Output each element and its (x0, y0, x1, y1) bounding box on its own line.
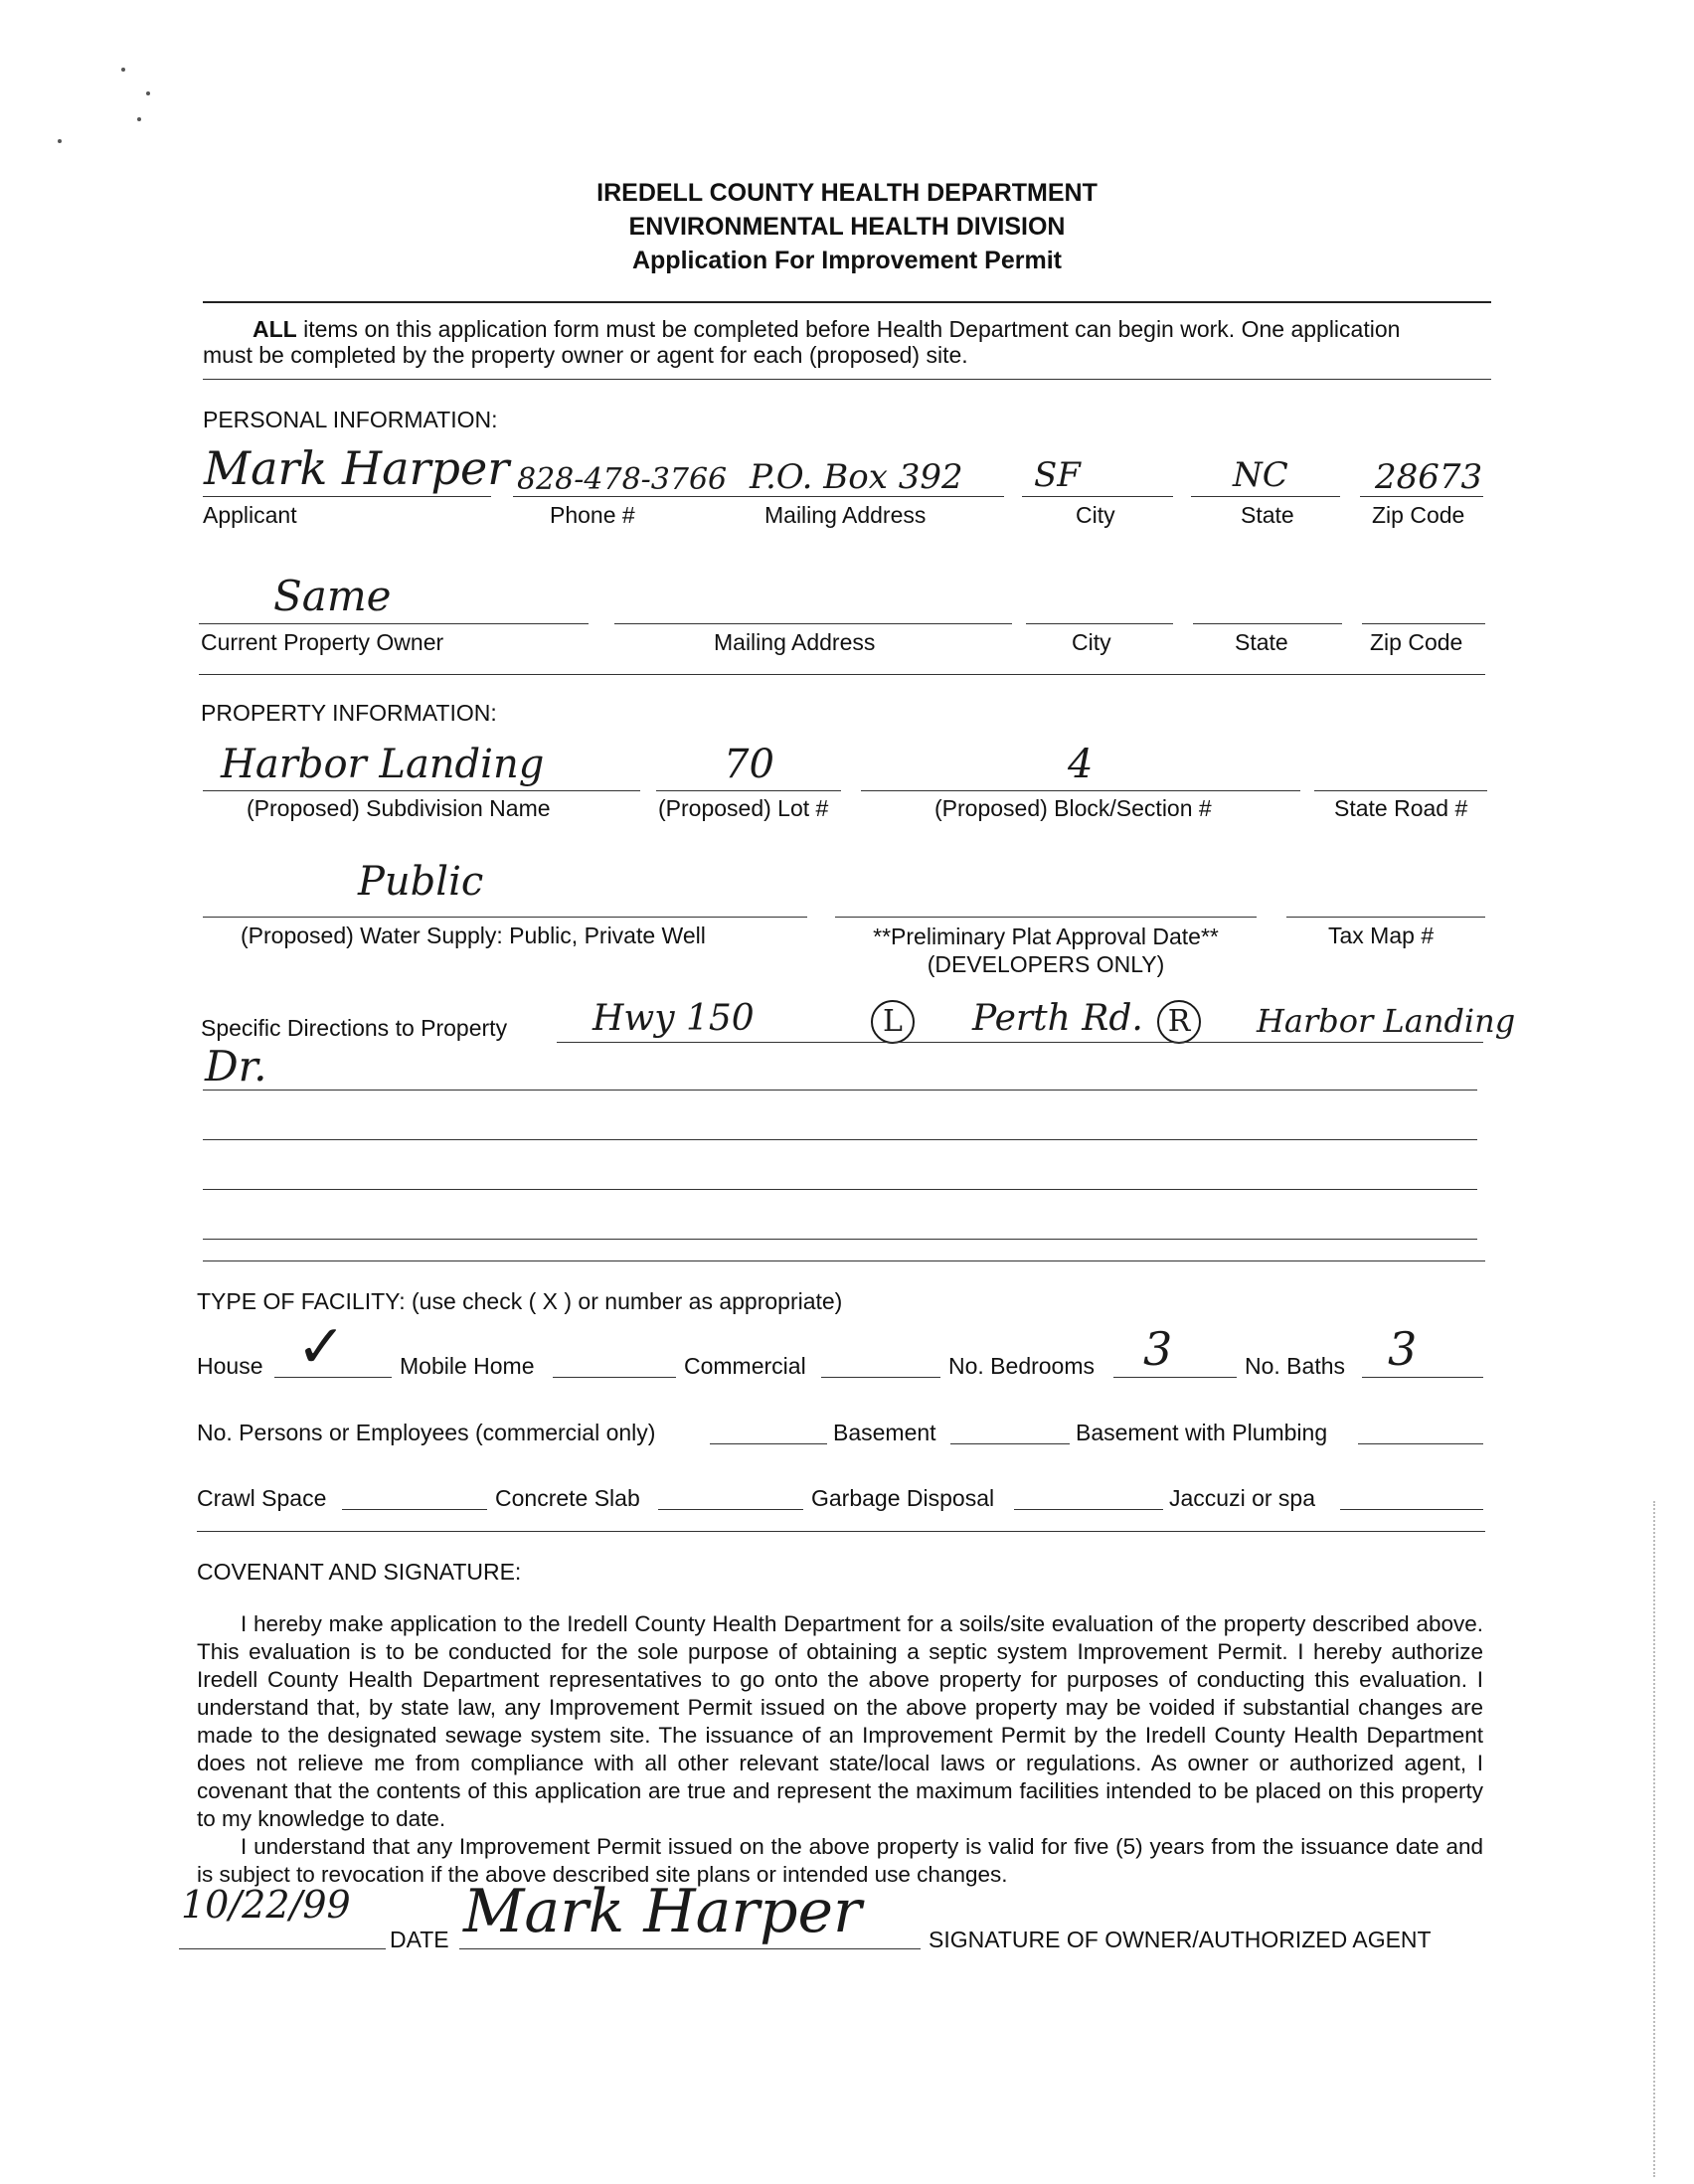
road-label: State Road # (1334, 795, 1468, 821)
state-line (1191, 496, 1340, 497)
scan-speck (146, 91, 150, 95)
directions-line-2 (203, 1090, 1477, 1091)
city-value: SF (1034, 455, 1081, 495)
directions-line-4 (203, 1189, 1477, 1190)
directions-harbor: Harbor Landing (1257, 1002, 1516, 1040)
owner-city-label: City (1072, 629, 1111, 655)
subdivision-line (203, 790, 640, 791)
block-label: (Proposed) Block/Section # (934, 795, 1212, 821)
lot-value: 70 (724, 742, 774, 787)
directions-perth: Perth Rd. (972, 998, 1143, 1039)
phone-mailing-line (513, 496, 1004, 497)
directions-line-5 (203, 1239, 1477, 1240)
slab-label: Concrete Slab (495, 1485, 640, 1511)
owner-value: Same (273, 572, 392, 620)
date-line (179, 1948, 386, 1949)
directions-right-circled: R (1157, 1000, 1201, 1044)
rule-personal (199, 674, 1485, 675)
rule-property (203, 1260, 1485, 1261)
phone-label: Phone # (550, 502, 635, 528)
covenant-paragraph-1-text: I hereby make application to the Iredell County Health Department for a soils/site evaluation of the property described above. This evaluation is to be conducted for the sole purpose of obtaining a septic system Improvement Permit. I hereby authorize Iredell County Health Department representatives to go onto the above property for purposes of conducting this evaluation. I understand that, by state law, any Improvement Permit issued on the above property may be voided if substantial changes are made to the designated sewage system site. The issuance of an Improvement Permit by the Iredell County Health Department does not relieve me from compliance with all other relevant state/local laws or regulations. As owner or authorized agent, I covenant that the contents of this application are true and represent the maximum facilities intended to be placed on this property to my knowledge to date. (197, 1611, 1483, 1831)
garbage-line (1014, 1509, 1163, 1510)
owner-state-line (1193, 623, 1342, 624)
zip-label: Zip Code (1372, 502, 1465, 528)
jacuzzi-label: Jaccuzi or spa (1169, 1485, 1316, 1511)
basement-plumb-label: Basement with Plumbing (1076, 1420, 1328, 1445)
signature-value: Mark Harper (463, 1877, 862, 1946)
subdivision-label: (Proposed) Subdivision Name (247, 795, 551, 821)
plat-line (835, 917, 1257, 918)
owner-zip-line (1362, 623, 1485, 624)
signature-line (459, 1948, 921, 1949)
directions-line-3 (203, 1139, 1477, 1140)
commercial-line (821, 1377, 940, 1378)
road-line (1314, 790, 1487, 791)
rule-intro (203, 379, 1491, 380)
rule-facility (197, 1531, 1485, 1532)
directions-hwy: Hwy 150 (593, 998, 755, 1039)
header-title-2: ENVIRONMENTAL HEALTH DIVISION (628, 213, 1066, 241)
signature-label: SIGNATURE OF OWNER/AUTHORIZED AGENT (929, 1927, 1432, 1952)
scan-edge-line (1653, 1501, 1655, 2177)
personal-heading: PERSONAL INFORMATION: (203, 407, 498, 432)
house-label: House (197, 1353, 263, 1379)
scan-speck (121, 68, 125, 72)
applicant-label: Applicant (203, 502, 297, 528)
phone-value: 828-478-3766 (517, 462, 728, 497)
intro-line-2: must be completed by the property owner or agent for each (proposed) site. (203, 342, 968, 368)
covenant-heading: COVENANT AND SIGNATURE: (197, 1559, 522, 1585)
owner-mailing-line (614, 623, 1012, 624)
plat-label (845, 923, 1247, 978)
date-value: 10/22/99 (181, 1883, 351, 1927)
bedrooms-label: No. Bedrooms (948, 1353, 1096, 1379)
commercial-label: Commercial (684, 1353, 806, 1379)
slab-line (658, 1509, 803, 1510)
header-title-1: IREDELL COUNTY HEALTH DEPARTMENT (596, 179, 1098, 207)
rule-top (203, 301, 1491, 303)
mailing-value: P.O. Box 392 (750, 457, 963, 497)
mobile-label: Mobile Home (400, 1353, 535, 1379)
covenant-paragraph-2-text: I understand that any Improvement Permit issued on the above property is valid for five (5) years from the issuance date and is subject to revocation if the above described site plans or intended use changes. (197, 1834, 1483, 1887)
scan-speck (137, 117, 141, 121)
plat-label-2: (DEVELOPERS ONLY) (927, 951, 1165, 977)
property-heading: PROPERTY INFORMATION: (201, 700, 497, 726)
city-label: City (1076, 502, 1115, 528)
jacuzzi-line (1340, 1509, 1483, 1510)
directions-line-1 (557, 1042, 1483, 1043)
lot-line (656, 790, 841, 791)
directions-left-circled: L (871, 1000, 915, 1044)
date-label: DATE (390, 1927, 449, 1952)
basement-plumb-line (1358, 1443, 1483, 1444)
plat-label-1: **Preliminary Plat Approval Date** (873, 924, 1219, 949)
mailing-label: Mailing Address (764, 502, 927, 528)
owner-mailing-label: Mailing Address (714, 629, 876, 655)
zip-value: 28673 (1375, 457, 1483, 497)
baths-label: No. Baths (1245, 1353, 1345, 1379)
water-line (203, 917, 807, 918)
bedrooms-value: 3 (1143, 1322, 1173, 1376)
bedrooms-line (1113, 1377, 1237, 1378)
applicant-value: Mark Harper (204, 441, 510, 495)
persons-line (710, 1443, 827, 1444)
taxmap-line (1286, 917, 1485, 918)
directions-label: Specific Directions to Property (201, 1015, 508, 1041)
intro-text-1: items on this application form must be completed before Health Department can begin work. One application (296, 316, 1401, 342)
owner-line (199, 623, 589, 624)
state-label: State (1241, 502, 1294, 528)
house-check-value: ✓ (296, 1312, 347, 1382)
subdivision-value: Harbor Landing (221, 742, 545, 787)
directions-line2-value: Dr. (205, 1042, 267, 1091)
header-title-3: Application For Improvement Permit (631, 247, 1062, 274)
block-value: 4 (1068, 742, 1094, 787)
garbage-label: Garbage Disposal (811, 1485, 995, 1511)
owner-state-label: State (1235, 629, 1288, 655)
water-label: (Proposed) Water Supply: Public, Private Well (241, 923, 706, 948)
mobile-line (553, 1377, 676, 1378)
facility-heading: TYPE OF FACILITY: (use check ( X ) or number as appropriate) (197, 1288, 843, 1314)
intro-bold: ALL (253, 316, 297, 342)
applicant-line (203, 496, 491, 497)
owner-label: Current Property Owner (201, 629, 444, 655)
city-line (1022, 496, 1173, 497)
basement-label: Basement (833, 1420, 936, 1445)
baths-value: 3 (1388, 1322, 1418, 1376)
scan-speck (58, 139, 62, 143)
basement-line (950, 1443, 1070, 1444)
persons-label: No. Persons or Employees (commercial only) (197, 1420, 656, 1445)
intro-line-1 (253, 316, 1400, 343)
owner-city-line (1026, 623, 1173, 624)
state-value: NC (1233, 455, 1288, 495)
lot-label: (Proposed) Lot # (658, 795, 829, 821)
baths-line (1362, 1377, 1483, 1378)
block-line (861, 790, 1300, 791)
crawl-line (342, 1509, 487, 1510)
covenant-paragraph-1 (197, 1610, 1483, 1833)
zip-line (1360, 496, 1483, 497)
water-value: Public (358, 859, 484, 905)
crawl-label: Crawl Space (197, 1485, 327, 1511)
owner-zip-label: Zip Code (1370, 629, 1463, 655)
taxmap-label: Tax Map # (1328, 923, 1435, 948)
